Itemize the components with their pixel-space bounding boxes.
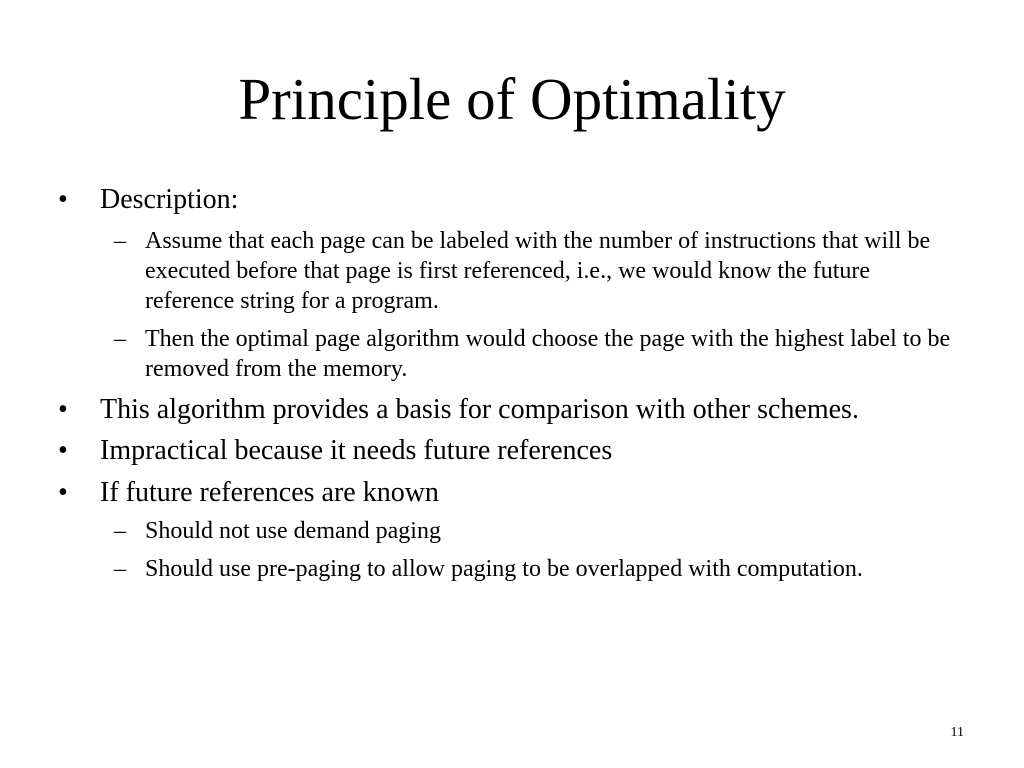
bullet-text: If future references are known	[100, 477, 439, 508]
dash-icon: –	[114, 326, 126, 352]
sub-bullet-text: Then the optimal page algorithm would choose the page with the highest label to be removed from the memory.	[145, 326, 951, 382]
sub-bullet-item	[114, 516, 965, 546]
page-number: 11	[950, 725, 964, 740]
bullet-text: This algorithm provides a basis for comparison with other schemes.	[100, 394, 859, 425]
bullet-text: Impractical because it needs future references	[100, 435, 613, 466]
sub-bullet-text: Assume that each page can be labeled with the number of instructions that will be executed before that page is first referenced, i.e., we would know the future reference string for a program.	[145, 228, 931, 314]
bullet-text: Description:	[100, 184, 239, 215]
sub-bullet-item	[114, 226, 965, 316]
bullet-icon: •	[58, 477, 68, 508]
bullet-icon: •	[58, 435, 68, 466]
bullet-item-impractical	[58, 434, 613, 468]
bullet-item-description	[58, 183, 239, 217]
bullet-icon: •	[58, 184, 68, 215]
bullet-icon: •	[58, 394, 68, 425]
bullet-item-future-references	[58, 476, 439, 510]
dash-icon: –	[114, 518, 126, 544]
bullet-item-comparison	[58, 393, 859, 427]
sub-bullet-text: Should use pre-paging to allow paging to be overlapped with computation.	[145, 556, 863, 582]
sub-bullet-item	[114, 554, 965, 584]
sub-bullet-item	[114, 324, 965, 384]
dash-icon: –	[114, 556, 126, 582]
sub-bullet-text: Should not use demand paging	[145, 518, 441, 544]
slide-title: Principle of Optimality	[238, 66, 786, 132]
dash-icon: –	[114, 228, 126, 254]
